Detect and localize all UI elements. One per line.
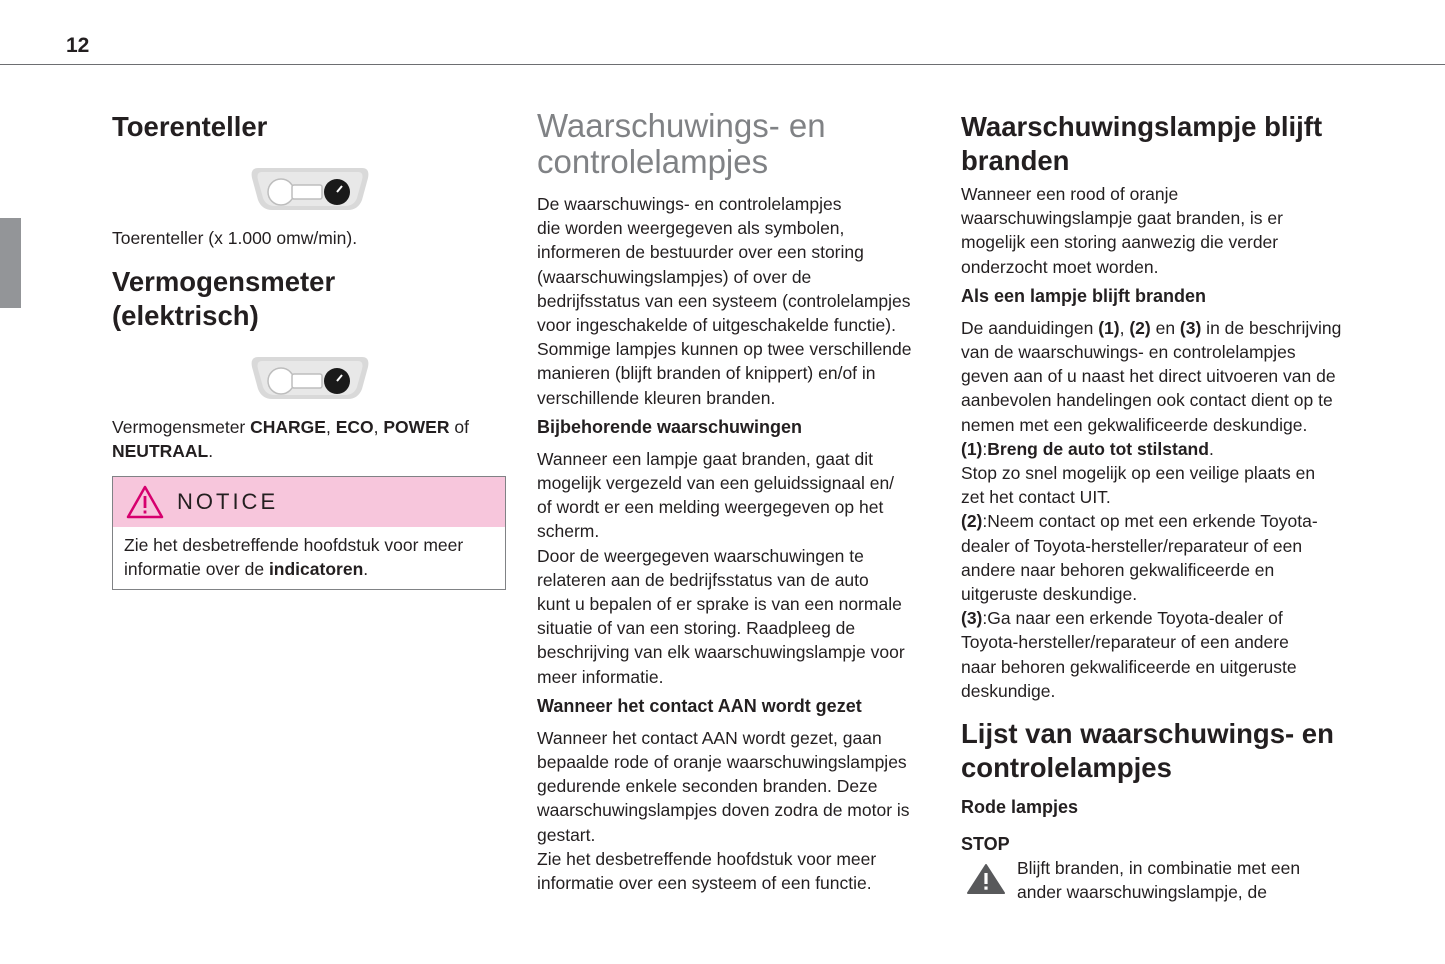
indicator-3: (3) <box>1179 317 1202 338</box>
text-line: Stop zo snel mogelijk op een veilige plaats en <box>961 463 1316 484</box>
text-line: bepaalde rode of oranje waarschuwingslampjes <box>537 752 907 773</box>
notice-line: informatie over de <box>124 558 269 579</box>
text-line: Wanneer het contact AAN wordt gezet, gaan <box>537 727 882 748</box>
text-line: situatie of van een storing. Raadpleeg de <box>537 618 856 639</box>
text-line: van de waarschuwings- en controlelampjes <box>961 342 1296 363</box>
mode-charge: CHARGE <box>250 417 326 438</box>
text-line: gedurende enkele seconden branden. Deze <box>537 776 878 797</box>
heading-line: controlelampjes <box>537 143 769 180</box>
text-line: waarschuwingslampje gaat branden, is er <box>961 208 1283 229</box>
associated-warnings-text <box>537 447 937 689</box>
indications-text <box>961 316 1371 703</box>
stop-text <box>1017 856 1300 904</box>
text-line: manieren (blijft branden of knippert) en/of in <box>537 363 876 384</box>
mode-power: POWER <box>383 417 450 438</box>
heading-line: Lijst van waarschuwings- en <box>961 718 1334 750</box>
text-line: onderzocht moet worden. <box>961 256 1159 277</box>
stop-vehicle-instruction: Breng de auto tot stilstand <box>987 438 1209 459</box>
text-line: bedrijfsstatus van een systeem (controlelampjes <box>537 290 911 311</box>
text-run: in de beschrijving <box>1201 317 1342 338</box>
indicator-1-label: (1) <box>961 438 983 459</box>
page-number: 12 <box>66 34 90 57</box>
text-line: scherm. <box>537 521 600 542</box>
text-line: Wanneer een rood of oranje <box>961 184 1179 204</box>
mode-eco: ECO <box>335 417 374 438</box>
text-run: en <box>1150 317 1180 338</box>
warning-triangle-icon <box>125 484 165 520</box>
ignition-on-heading: Wanneer het contact AAN wordt gezet <box>537 695 862 716</box>
text-line: deskundige. <box>961 680 1056 701</box>
warning-lights-heading <box>537 108 937 180</box>
power-meter-gauge-icon <box>248 353 372 401</box>
header-rule <box>0 64 1445 65</box>
column-right <box>961 108 1371 904</box>
list-heading <box>961 717 1371 785</box>
text-run: , <box>1119 317 1130 338</box>
column-middle <box>537 108 937 895</box>
notice-keyword: indicatoren <box>268 558 364 579</box>
stop-entry <box>961 856 1371 904</box>
associated-warnings-heading: Bijbehorende waarschuwingen <box>537 416 803 437</box>
mode-neutral: NEUTRAAL <box>112 441 209 462</box>
text-line: mogelijk vergezeld van een geluidssignaal en/ <box>537 473 895 494</box>
text-line: Wanneer een lampje gaat branden, gaat dit <box>537 448 873 469</box>
text-line: voor ingeschakelde of uitgeschakelde functie). <box>537 315 896 336</box>
text-line: geven aan of u naast het direct uitvoeren van de <box>961 366 1336 387</box>
separator: , <box>373 417 384 438</box>
notice-body <box>113 527 505 589</box>
period: . <box>363 558 369 579</box>
text-line: mogelijk een storing aanwezig die verder <box>961 232 1279 253</box>
notice-title: NOTICE <box>177 488 279 514</box>
notice-text <box>124 533 495 581</box>
power-meter-caption <box>112 415 508 463</box>
text-run: :Ga naar een erkende Toyota-dealer of <box>982 608 1283 629</box>
indicator-2-label: (2) <box>961 511 983 532</box>
text-line: Blijft branden, in combinatie met een <box>1017 858 1301 879</box>
text-line: Sommige lampjes kunnen op twee verschillende <box>537 339 912 360</box>
power-meter-heading-line2: (elektrisch) <box>112 300 259 332</box>
text-line: informatie over een systeem of een functie. <box>537 873 872 894</box>
tachometer-heading: Toerenteller <box>112 111 268 142</box>
text-line: meer informatie. <box>537 666 664 687</box>
text-line: nemen met een gekwalificeerde deskundige. <box>961 414 1308 435</box>
indicator-1: (1) <box>1098 317 1120 338</box>
red-lights-heading: Rode lampjes <box>961 797 1079 818</box>
text-run: De aanduidingen <box>961 317 1099 338</box>
separator: , <box>325 417 336 438</box>
text-line: Toyota-hersteller/reparateur of een andere <box>961 632 1289 653</box>
text-line: aanbevolen handelingen ook contact dient op te <box>961 390 1333 411</box>
text-line: gestart. <box>537 824 596 845</box>
text-line: of wordt er een melding weergegeven op het <box>537 497 884 518</box>
chapter-tab <box>0 218 21 308</box>
text-line: uitgeruste deskundige. <box>961 584 1138 605</box>
text-line: ander waarschuwingslampje, de <box>1017 882 1267 903</box>
light-stays-on-intro <box>961 182 1371 279</box>
power-meter-heading-line1: Vermogensmeter <box>112 266 336 298</box>
heading-line: controlelampjes <box>961 752 1172 784</box>
notice-box <box>112 476 506 590</box>
text-line: beschrijving van elk waarschuwingslampje voor <box>537 642 905 663</box>
indicator-2: (2) <box>1129 317 1151 338</box>
period: . <box>208 441 214 462</box>
tachometer-caption: Toerenteller (x 1.000 omw/min). <box>112 228 358 248</box>
text-line: (waarschuwingslampjes) of over de <box>537 266 812 287</box>
text-line: waarschuwingslampjes doven zodra de motor is <box>537 800 910 821</box>
stop-heading: STOP <box>961 834 1010 855</box>
indicator-3-label: (3) <box>961 608 983 629</box>
heading-line: Waarschuwingslampje blijft <box>961 111 1323 142</box>
notice-line: Zie het desbetreffende hoofdstuk voor meer <box>124 534 464 555</box>
power-meter-heading <box>112 265 508 333</box>
warning-lights-intro <box>537 192 937 410</box>
text-line: Door de weergegeven waarschuwingen te <box>537 545 864 566</box>
text-run: :Neem contact op met een erkende Toyota- <box>982 511 1318 532</box>
text-line: De waarschuwings- en controlelampjes <box>537 194 842 214</box>
text-line: verschillende kleuren branden. <box>537 387 776 408</box>
heading-line: branden <box>961 145 1070 176</box>
ignition-on-text <box>537 726 937 895</box>
warning-triangle-icon <box>961 858 1011 898</box>
text-line: dealer of Toyota-hersteller/reparateur of een <box>961 535 1303 556</box>
text-line: die worden weergegeven als symbolen, <box>537 218 845 239</box>
text-line: andere naar behoren gekwalificeerde en <box>961 559 1275 580</box>
light-stays-on-heading <box>961 110 1371 178</box>
text-line: naar behoren gekwalificeerde en uitgeruste <box>961 656 1297 677</box>
heading-line: Waarschuwings- en <box>537 107 826 144</box>
separator: of <box>449 417 469 438</box>
text-run: : <box>982 438 988 459</box>
period: . <box>1208 438 1214 459</box>
text-line: Zie het desbetreffende hoofdstuk voor meer <box>537 848 877 869</box>
text-line: kunt u bepalen of er sprake is van een normale <box>537 594 902 615</box>
text-line: zet het contact UIT. <box>961 487 1111 508</box>
power-meter-text: Vermogensmeter <box>112 417 251 438</box>
text-line: informeren de bestuurder over een storing <box>537 242 864 263</box>
notice-header <box>113 477 505 527</box>
text-line: relateren aan de bedrijfsstatus van de auto <box>537 569 869 590</box>
if-light-stays-on-heading: Als een lampje blijft branden <box>961 285 1207 306</box>
tachometer-gauge-icon <box>248 164 372 212</box>
column-left <box>112 108 508 590</box>
